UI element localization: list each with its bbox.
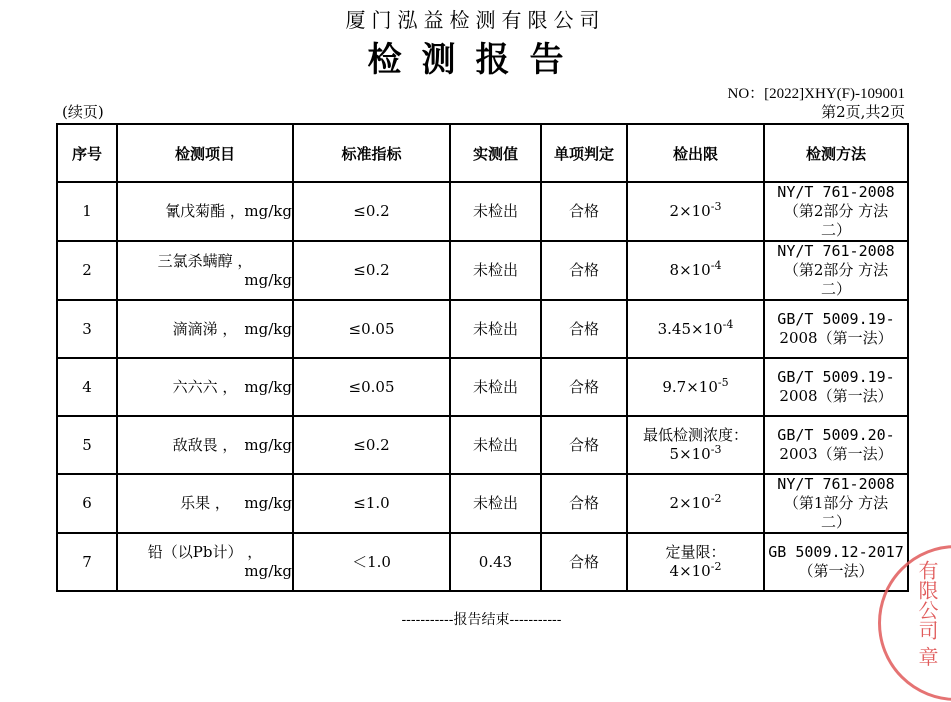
judgement: 合格 bbox=[541, 416, 627, 474]
test-item bbox=[117, 182, 293, 241]
detection-limit bbox=[627, 182, 764, 241]
method-line: （第2部分 方法 bbox=[783, 202, 889, 220]
detection-limit bbox=[627, 241, 764, 300]
detection-limit bbox=[627, 416, 764, 474]
method-line: 2008（第一法） bbox=[779, 387, 893, 405]
test-method bbox=[764, 182, 908, 241]
page-info: 第2页,共2页 bbox=[821, 103, 905, 121]
standard-value: ≤0.05 bbox=[293, 358, 450, 416]
limit-prefix: 定量限： bbox=[665, 543, 726, 561]
row-no: 4 bbox=[57, 358, 117, 416]
judgement: 合格 bbox=[541, 300, 627, 358]
measured-value: 未检出 bbox=[450, 358, 541, 416]
header-judgement: 单项判定 bbox=[541, 124, 627, 182]
item-unit: mg/kg bbox=[244, 377, 292, 396]
row-no: 5 bbox=[57, 416, 117, 474]
judgement: 合格 bbox=[541, 241, 627, 300]
item-unit: mg/kg bbox=[244, 270, 292, 289]
standard-value: ＜1.0 bbox=[293, 533, 450, 591]
report-title: 检测报告 bbox=[367, 40, 584, 80]
row-no: 3 bbox=[57, 300, 117, 358]
test-method bbox=[764, 474, 908, 533]
method-line: 2003（第一法） bbox=[779, 445, 893, 463]
limit-base: 5×10 bbox=[669, 445, 711, 463]
continued-label: (续页) bbox=[62, 103, 104, 121]
standard-value: ≤0.05 bbox=[293, 300, 450, 358]
row-no: 2 bbox=[57, 241, 117, 300]
table-row bbox=[57, 241, 908, 300]
limit-exponent: -2 bbox=[710, 560, 722, 573]
test-item bbox=[117, 533, 293, 591]
test-item bbox=[117, 416, 293, 474]
method-line: GB/T 5009.20- bbox=[777, 426, 895, 444]
item-name: 滴滴涕 ， bbox=[172, 319, 238, 338]
table-row bbox=[57, 533, 908, 591]
measured-value: 未检出 bbox=[450, 241, 541, 300]
limit-base: 9.7×10 bbox=[662, 377, 718, 396]
method-line: NY/T 761-2008 bbox=[777, 242, 895, 260]
limit-prefix: 最低检测浓度： bbox=[642, 426, 748, 444]
standard-value: ≤0.2 bbox=[293, 182, 450, 241]
item-unit: mg/kg bbox=[244, 562, 292, 580]
limit-base: 4×10 bbox=[669, 562, 711, 580]
test-item bbox=[117, 241, 293, 300]
method-line: （第2部分 方法 bbox=[783, 261, 889, 279]
method-line: （第1部分 方法 bbox=[783, 494, 889, 512]
item-unit: mg/kg bbox=[244, 319, 292, 338]
item-unit: mg/kg bbox=[244, 435, 292, 454]
method-line: 2008（第一法） bbox=[779, 329, 893, 347]
detection-limit bbox=[627, 474, 764, 533]
standard-value: ≤0.2 bbox=[293, 416, 450, 474]
limit-exponent: -5 bbox=[717, 375, 729, 389]
item-name: 氰戊菊酯 ， bbox=[165, 202, 245, 220]
item-unit: mg/kg bbox=[244, 202, 292, 220]
limit-exponent: -4 bbox=[710, 259, 722, 272]
results-table bbox=[56, 123, 909, 592]
limit-base: 2×10 bbox=[669, 202, 711, 220]
test-item bbox=[117, 300, 293, 358]
standard-value: ≤0.2 bbox=[293, 241, 450, 300]
method-line: GB/T 5009.19- bbox=[777, 368, 895, 386]
header-measured: 实测值 bbox=[450, 124, 541, 182]
limit-exponent: -3 bbox=[710, 200, 722, 213]
judgement: 合格 bbox=[541, 474, 627, 533]
header-no: 序号 bbox=[57, 124, 117, 182]
test-method bbox=[764, 358, 908, 416]
report-end-mark: -----------报告结束----------- bbox=[401, 612, 562, 628]
limit-exponent: -3 bbox=[710, 443, 722, 456]
header-standard: 标准指标 bbox=[293, 124, 450, 182]
limit-exponent: -2 bbox=[710, 492, 722, 505]
judgement: 合格 bbox=[541, 533, 627, 591]
company-name: 厦门泓益检测有限公司 bbox=[345, 8, 606, 32]
method-line: NY/T 761-2008 bbox=[777, 183, 895, 201]
method-line: NY/T 761-2008 bbox=[777, 475, 895, 493]
table-row bbox=[57, 182, 908, 241]
method-line: （第一法） bbox=[798, 562, 874, 580]
method-line: 二） bbox=[820, 221, 851, 239]
item-name: 铅（以Pb计） ， bbox=[147, 543, 263, 561]
header-detection-limit: 检出限 bbox=[627, 124, 764, 182]
report-number: NO：[2022]XHY(F)-109001 bbox=[727, 86, 905, 102]
item-name: 乐果 ， bbox=[180, 494, 230, 512]
row-no: 6 bbox=[57, 474, 117, 533]
row-no: 7 bbox=[57, 533, 117, 591]
method-line: GB/T 5009.19- bbox=[777, 310, 895, 328]
limit-base: 2×10 bbox=[669, 494, 711, 512]
method-line: 二） bbox=[820, 280, 851, 298]
item-unit: mg/kg bbox=[244, 494, 292, 512]
company-seal-text: 有限公司 章 bbox=[915, 560, 939, 667]
standard-value: ≤1.0 bbox=[293, 474, 450, 533]
test-method bbox=[764, 533, 908, 591]
measured-value: 0.43 bbox=[450, 533, 541, 591]
row-no: 1 bbox=[57, 182, 117, 241]
limit-exponent: -4 bbox=[722, 317, 734, 331]
test-item bbox=[117, 358, 293, 416]
test-item bbox=[117, 474, 293, 533]
limit-base: 8×10 bbox=[669, 261, 711, 279]
table-row bbox=[57, 416, 908, 474]
method-line: GB 5009.12-2017 bbox=[768, 543, 904, 561]
table-row bbox=[57, 474, 908, 533]
judgement: 合格 bbox=[541, 358, 627, 416]
header-method: 检测方法 bbox=[764, 124, 908, 182]
test-method bbox=[764, 416, 908, 474]
test-method bbox=[764, 300, 908, 358]
item-name: 敌敌畏 ， bbox=[172, 435, 238, 454]
limit-base: 3.45×10 bbox=[657, 319, 723, 338]
header-item: 检测项目 bbox=[117, 124, 293, 182]
measured-value: 未检出 bbox=[450, 416, 541, 474]
table-row bbox=[57, 358, 908, 416]
detection-limit bbox=[627, 300, 764, 358]
method-line: 二） bbox=[820, 513, 851, 531]
judgement: 合格 bbox=[541, 182, 627, 241]
detection-limit bbox=[627, 533, 764, 591]
table-header-row bbox=[57, 124, 908, 182]
table-row bbox=[57, 300, 908, 358]
measured-value: 未检出 bbox=[450, 300, 541, 358]
measured-value: 未检出 bbox=[450, 182, 541, 241]
detection-limit bbox=[627, 358, 764, 416]
item-name: 六六六 ， bbox=[172, 377, 238, 396]
test-method bbox=[764, 241, 908, 300]
measured-value: 未检出 bbox=[450, 474, 541, 533]
item-name: 三氯杀螨醇 ， bbox=[157, 251, 253, 270]
